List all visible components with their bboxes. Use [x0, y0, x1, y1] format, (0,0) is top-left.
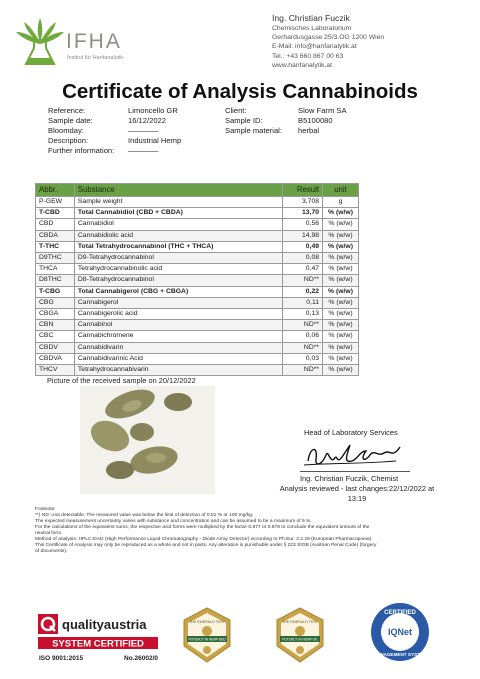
- unit-cell: % (w/w): [323, 241, 359, 252]
- table-row: [36, 264, 359, 275]
- abbr-cell: CBC: [36, 331, 75, 342]
- handwritten-signature: [300, 437, 410, 471]
- result-cell: 3,708: [283, 197, 323, 208]
- table-row: [36, 253, 359, 264]
- abbr-cell: P-GEW: [36, 197, 75, 208]
- result-cell: ND**: [283, 320, 323, 331]
- result-cell: 0,13: [283, 309, 323, 320]
- lab-line: Gerhardusgasse 25/3.OG 1200 Wien: [272, 34, 385, 42]
- unit-cell: % (w/w): [323, 320, 359, 331]
- result-cell: 0,06: [283, 331, 323, 342]
- meta-label: Bloomday:: [48, 126, 84, 135]
- signature-line: [300, 471, 410, 472]
- page-title: Certificate of Analysis Cannabinoids: [62, 80, 418, 103]
- result-cell: 13,70: [283, 208, 323, 219]
- lab-email: E-Mail: info@hanfanalytik.at: [272, 43, 357, 51]
- leaf-flask-icon: [12, 14, 68, 70]
- footnote: [35, 507, 450, 555]
- svg-text:No.26002/0: No.26002/0: [124, 655, 158, 662]
- abbr-cell: T-CBG: [36, 286, 75, 297]
- abbr-cell: D8THC: [36, 275, 75, 286]
- result-cell: 0,22: [283, 286, 323, 297]
- unit-cell: % (w/w): [323, 353, 359, 364]
- further-info-value: ————: [128, 146, 159, 155]
- table-row: [36, 208, 359, 219]
- unit-cell: % (w/w): [323, 297, 359, 308]
- substance-cell: Cannabinol: [74, 320, 282, 331]
- substance-cell: Cannabidivarinic Acid: [74, 353, 282, 364]
- meta-label: Description:: [48, 136, 89, 145]
- svg-text:POTENCY IN HEMP BUD: POTENCY IN HEMP BUD: [188, 637, 226, 642]
- table-row: [36, 309, 359, 320]
- emerald-test-oil-badge: [271, 606, 329, 664]
- sample-id-value: B5100080: [298, 116, 333, 125]
- meta-label: Client:: [225, 106, 247, 115]
- substance-cell: D8-Tetrahydrocannabinol: [74, 275, 282, 286]
- substance-cell: Tetrahydrocannabivarin: [74, 365, 282, 376]
- substance-cell: Sample weight: [74, 197, 282, 208]
- substance-cell: Cannabigerolic acid: [74, 309, 282, 320]
- meta-label: Sample date:: [48, 116, 93, 125]
- quality-austria-logo: [36, 612, 162, 664]
- svg-text:qualityaustria: qualityaustria: [62, 617, 147, 632]
- col-header-substance: Substance: [74, 184, 282, 197]
- lab-line: Chemisches Laboratorium: [272, 25, 352, 32]
- substance-cell: Total Tetrahydrocannabinol (THC + THCA): [74, 241, 282, 252]
- table-row: [36, 320, 359, 331]
- footnote-line: **) ND =not detectable. The measured value was below the limit of detection of 0.01 % or 100 mg/kg.: [35, 513, 254, 518]
- meta-label: Sample ID:: [225, 116, 263, 125]
- unit-cell: % (w/w): [323, 208, 359, 219]
- review-line: Analysis reviewed - last changes:22/12/2022 at: [279, 484, 435, 493]
- logo-subtitle: Institut für Hanfanalytik: [67, 55, 123, 61]
- svg-text:IQNet: IQNet: [387, 627, 413, 637]
- meta-right-labels: [225, 106, 282, 136]
- unit-cell: % (w/w): [323, 230, 359, 241]
- substance-cell: Total Cannabigerol (CBG + CBGA): [74, 286, 282, 297]
- sample-photo: [80, 386, 215, 494]
- abbr-cell: CBDA: [36, 230, 75, 241]
- substance-cell: Tetrahydrocannabinolic acid: [74, 264, 282, 275]
- svg-text:THE EMERALD TEST: THE EMERALD TEST: [282, 620, 318, 624]
- review-info: [262, 484, 452, 503]
- unit-cell: % (w/w): [323, 309, 359, 320]
- substance-cell: Total Cannabidiol (CBD + CBDA): [74, 208, 282, 219]
- table-header-row: [36, 184, 359, 197]
- svg-text:MANAGEMENT SYSTEM: MANAGEMENT SYSTEM: [373, 652, 427, 657]
- signatory-name: Ing. Christian Fuczik, Chemist: [300, 474, 399, 483]
- footnote-line: neutral form.: [35, 531, 63, 536]
- unit-cell: % (w/w): [323, 365, 359, 376]
- footnote-line: For the calculations of the equivalent sums, the respective acid forms were multiplied by the factor 0.877 or 0.878 to conclude the equivalent amount of the: [35, 525, 370, 530]
- lab-phone: Tel.: +43 660 867 00 63: [272, 52, 344, 60]
- result-cell: ND**: [283, 275, 323, 286]
- sample-material-value: herbal: [298, 126, 320, 135]
- signature-title: Head of Laboratory Services: [304, 428, 398, 437]
- result-cell: ND**: [283, 342, 323, 353]
- footnote-line: Method of analysis: HPLC-DAD (High Performance Liquid Chromatography - Diode Array Detector) according to Ph.Eur. 2.2.29 (European Pharmacopoeia): [35, 537, 372, 542]
- footnote-line: of documents).: [35, 549, 68, 554]
- sample-date-value: 16/12/2022: [128, 116, 167, 125]
- result-cell: ND**: [283, 365, 323, 376]
- table-row: [36, 331, 359, 342]
- lab-address: [272, 13, 472, 70]
- abbr-cell: CBG: [36, 297, 75, 308]
- table-row: [36, 297, 359, 308]
- result-cell: 0,47: [283, 264, 323, 275]
- iqnet-certified-seal: [370, 602, 430, 662]
- result-cell: 0,08: [283, 253, 323, 264]
- results-table: [35, 183, 359, 376]
- meta-left-labels: [48, 106, 114, 156]
- unit-cell: g: [323, 197, 359, 208]
- table-row: [36, 230, 359, 241]
- table-row: [36, 342, 359, 353]
- col-header-unit: unit: [323, 184, 359, 197]
- result-cell: 14,98: [283, 230, 323, 241]
- abbr-cell: CBDVA: [36, 353, 75, 364]
- svg-text:SYSTEM CERTIFIED: SYSTEM CERTIFIED: [52, 638, 144, 650]
- meta-left-values: [128, 106, 181, 156]
- client-value: Slow Farm SA: [298, 106, 347, 115]
- table-row: [36, 353, 359, 364]
- ifha-logo: [12, 14, 152, 70]
- unit-cell: % (w/w): [323, 219, 359, 230]
- footnote-line: The expected measurement uncertainty varies with substance and concentration and can be assumed to be a maximum of 5 %.: [35, 519, 312, 524]
- table-row: [36, 219, 359, 230]
- reference-value: Limoncello GR: [128, 106, 178, 115]
- result-cell: 0,03: [283, 353, 323, 364]
- abbr-cell: CBDV: [36, 342, 75, 353]
- emerald-test-bud-badge: [178, 606, 236, 664]
- meta-right-values: [298, 106, 347, 136]
- col-header-result: Result: [283, 184, 323, 197]
- result-cell: 0,49: [283, 241, 323, 252]
- unit-cell: % (w/w): [323, 331, 359, 342]
- abbr-cell: THCV: [36, 365, 75, 376]
- svg-text:POTENCY IN HEMP OIL: POTENCY IN HEMP OIL: [282, 637, 318, 642]
- abbr-cell: CBN: [36, 320, 75, 331]
- unit-cell: % (w/w): [323, 253, 359, 264]
- unit-cell: % (w/w): [323, 342, 359, 353]
- results-body: [36, 197, 359, 376]
- unit-cell: % (w/w): [323, 286, 359, 297]
- svg-text:THE EMERALD TEST: THE EMERALD TEST: [189, 620, 225, 624]
- substance-cell: Cannabichromene: [74, 331, 282, 342]
- description-value: Industrial Hemp: [128, 136, 182, 145]
- result-cell: 0,56: [283, 219, 323, 230]
- photo-caption: Picture of the received sample on 20/12/2022: [47, 376, 196, 385]
- review-time: 13:19: [347, 493, 367, 503]
- meta-label: Reference:: [48, 106, 86, 115]
- substance-cell: Cannabidiolic acid: [74, 230, 282, 241]
- result-cell: 0,11: [283, 297, 323, 308]
- abbr-cell: D9THC: [36, 253, 75, 264]
- table-row: [36, 365, 359, 376]
- col-header-abbr: Abbr.: [36, 184, 75, 197]
- meta-label: Sample material:: [225, 126, 282, 135]
- bloomday-value: ————: [128, 126, 159, 135]
- unit-cell: % (w/w): [323, 275, 359, 286]
- abbr-cell: CBD: [36, 219, 75, 230]
- substance-cell: D9-Tetrahydrocannabinol: [74, 253, 282, 264]
- abbr-cell: T-THC: [36, 241, 75, 252]
- abbr-cell: THCA: [36, 264, 75, 275]
- abbr-cell: T-CBD: [36, 208, 75, 219]
- lab-website: www.hanfanalytik.at: [272, 61, 333, 69]
- footnote-line: Footnote:: [35, 507, 56, 512]
- svg-text:CERTIFIED: CERTIFIED: [384, 610, 416, 616]
- substance-cell: Cannabidiol: [74, 219, 282, 230]
- table-row: [36, 197, 359, 208]
- table-row: [36, 241, 359, 252]
- substance-cell: Cannabigerol: [74, 297, 282, 308]
- lab-name: Ing. Christian Fuczik: [272, 13, 350, 23]
- abbr-cell: CBGA: [36, 309, 75, 320]
- table-row: [36, 275, 359, 286]
- footnote-line: This Certificate of Analysis may only be reproduced as a whole and not in parts. Any alteration is punishable under § 223 StGB (Austrian Penal Code) (forgery: [35, 543, 377, 548]
- table-row: [36, 286, 359, 297]
- logo-wordmark: IFHA: [66, 30, 122, 53]
- meta-label: Further information:: [48, 146, 115, 155]
- unit-cell: % (w/w): [323, 264, 359, 275]
- substance-cell: Cannabidivarin: [74, 342, 282, 353]
- svg-text:ISO 9001:2015: ISO 9001:2015: [39, 655, 84, 662]
